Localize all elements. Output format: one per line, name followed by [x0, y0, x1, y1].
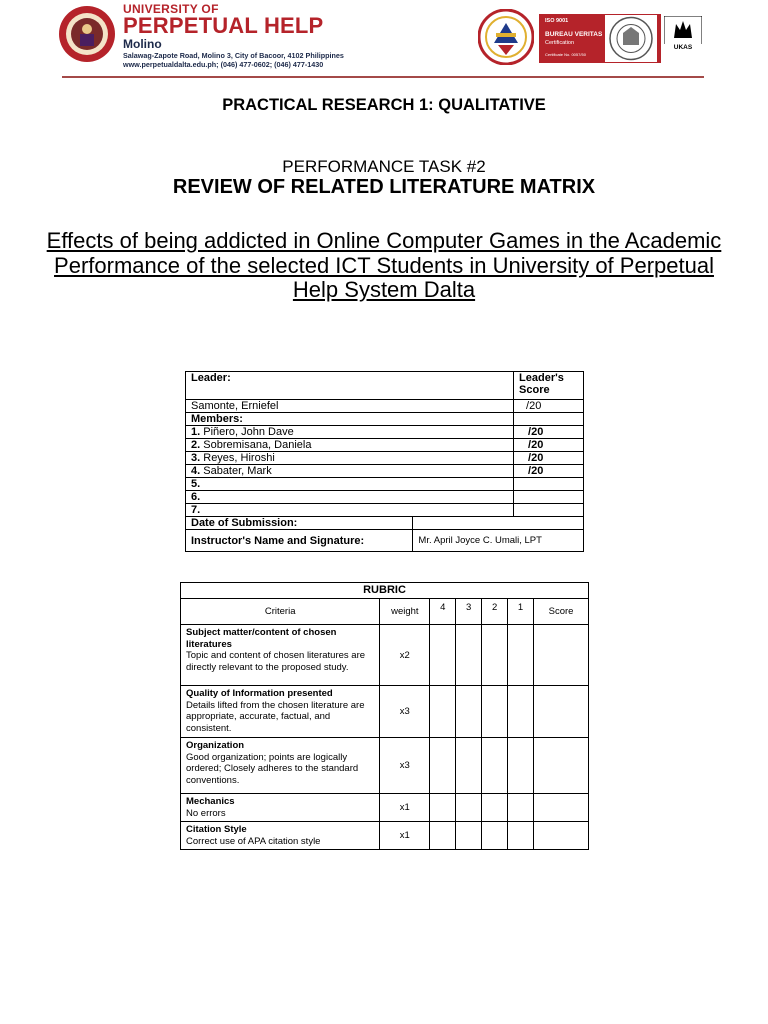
criteria-description: Correct use of APA citation style — [186, 835, 321, 847]
score-cell[interactable] — [456, 738, 482, 794]
member-name: Piñero, John Dave — [200, 426, 294, 438]
leader-score-label: Leader's Score — [519, 372, 564, 396]
university-seal-icon — [58, 5, 116, 63]
table-row — [186, 491, 584, 504]
criteria-title: Mechanics — [186, 796, 235, 808]
member-number: 5. — [191, 478, 201, 490]
member-number: 4. — [191, 465, 201, 477]
leader-score-label-cell — [514, 372, 584, 400]
member-cell — [186, 452, 514, 465]
score-cell[interactable] — [456, 686, 482, 738]
table-row — [186, 478, 584, 491]
group-members-table — [185, 371, 584, 552]
score-cell[interactable] — [508, 625, 534, 686]
table-row — [186, 452, 584, 465]
table-row — [186, 517, 584, 530]
member-score — [514, 478, 584, 491]
criteria-cell — [181, 625, 380, 686]
member-score — [514, 491, 584, 504]
score-cell[interactable] — [482, 822, 508, 850]
score-1-header: 1 — [508, 599, 534, 625]
university-of-text: UNIVERSITY OF — [123, 2, 219, 16]
table-row — [181, 822, 589, 850]
university-contact: www.perpetualdalta.edu.ph; (046) 477-0602; (046) 477-1430 — [123, 60, 324, 69]
criteria-weight: x1 — [380, 822, 430, 850]
criteria-title: Citation Style — [186, 824, 247, 836]
instructor-label-cell — [186, 530, 413, 552]
criteria-cell — [181, 794, 380, 822]
score-3-header: 3 — [456, 599, 482, 625]
criteria-cell — [181, 686, 380, 738]
campus-name: Molino — [123, 37, 162, 51]
member-score: /20 — [514, 439, 584, 452]
certificate-number: Certificate No. 0057/50 — [545, 52, 586, 57]
table-row — [186, 530, 584, 552]
university-address: Salawag-Zapote Road, Molino 3, City of Bacoor, 4102 Philippines — [123, 51, 344, 60]
score-cell[interactable] — [534, 822, 589, 850]
table-row — [186, 426, 584, 439]
score-cell[interactable] — [482, 686, 508, 738]
member-cell — [186, 478, 514, 491]
criteria-weight: x2 — [380, 625, 430, 686]
member-score: /20 — [514, 452, 584, 465]
date-label-cell — [186, 517, 413, 530]
university-name-block — [123, 3, 344, 69]
criteria-weight: x3 — [380, 686, 430, 738]
table-row — [186, 465, 584, 478]
table-row — [181, 794, 589, 822]
member-number: 2. — [191, 439, 201, 451]
leader-name: Samonte, Erniefel — [186, 400, 514, 413]
score-2-header: 2 — [482, 599, 508, 625]
table-row — [181, 599, 589, 625]
perpetual-help-badge-icon — [478, 9, 534, 65]
score-cell[interactable] — [534, 625, 589, 686]
criteria-header: Criteria — [181, 599, 380, 625]
ukas-badge — [664, 16, 702, 62]
score-cell[interactable] — [534, 794, 589, 822]
score-header: Score — [534, 599, 589, 625]
member-cell — [186, 504, 514, 517]
score-cell[interactable] — [482, 738, 508, 794]
criteria-description: Good organization; points are logically ordered; Closely adheres to the standard conventions. — [186, 751, 359, 786]
criteria-title: Quality of Information presented — [186, 688, 333, 700]
date-value — [413, 517, 584, 530]
score-cell[interactable] — [456, 794, 482, 822]
member-number: 7. — [191, 504, 201, 516]
rubric-title: RUBRIC — [181, 583, 589, 599]
score-cell[interactable] — [456, 822, 482, 850]
member-number: 3. — [191, 452, 201, 464]
criteria-description: No errors — [186, 807, 226, 819]
table-row — [181, 738, 589, 794]
score-cell[interactable] — [430, 794, 456, 822]
score-cell[interactable] — [508, 738, 534, 794]
table-row — [186, 504, 584, 517]
bureau-veritas-seal-icon — [605, 15, 657, 62]
score-cell[interactable] — [430, 822, 456, 850]
member-score: /20 — [514, 465, 584, 478]
leader-label: Leader: — [191, 372, 231, 384]
table-row — [181, 686, 589, 738]
score-cell[interactable] — [430, 738, 456, 794]
member-cell — [186, 426, 514, 439]
score-cell[interactable] — [482, 794, 508, 822]
ukas-label: UKAS — [673, 44, 693, 51]
criteria-cell — [181, 822, 380, 850]
criteria-title: Subject matter/content of chosen literatures — [186, 627, 337, 650]
member-cell — [186, 439, 514, 452]
instructor-label: Instructor's Name and Signature: — [191, 534, 365, 547]
score-cell[interactable] — [456, 625, 482, 686]
date-label: Date of Submission: — [191, 517, 298, 529]
member-cell — [186, 465, 514, 478]
member-number: 6. — [191, 491, 201, 503]
score-cell[interactable] — [508, 822, 534, 850]
member-score: /20 — [514, 426, 584, 439]
member-name: Sabater, Mark — [200, 465, 272, 477]
members-score-cell — [514, 413, 584, 426]
score-cell[interactable] — [534, 738, 589, 794]
header-divider — [62, 76, 704, 78]
member-name: Sobremisana, Daniela — [200, 439, 312, 451]
research-topic: Effects of being addicted in Online Computer Games in the Academic Performance of the selected ICT Students in University of Perpetual Help System Dalta — [46, 228, 722, 302]
table-row — [181, 625, 589, 686]
table-row — [186, 413, 584, 426]
matrix-title: REVIEW OF RELATED LITERATURE MATRIX — [172, 176, 596, 198]
criteria-description: Topic and content of chosen literatures are directly relevant to the proposed study. — [186, 650, 366, 673]
criteria-title: Organization — [186, 740, 245, 752]
table-row — [181, 583, 589, 599]
score-4-header: 4 — [430, 599, 456, 625]
score-cell[interactable] — [534, 686, 589, 738]
rubric-table — [180, 582, 589, 850]
leader-score: /20 — [514, 400, 584, 413]
members-label: Members: — [191, 413, 243, 425]
criteria-description: Details lifted from the chosen literature are appropriate, accurate, factual, and consistent. — [186, 699, 365, 734]
score-cell[interactable] — [508, 686, 534, 738]
member-number: 1. — [191, 426, 201, 438]
letterhead — [0, 0, 768, 82]
iso-label: ISO 9001 — [545, 18, 569, 24]
criteria-weight: x1 — [380, 794, 430, 822]
members-label-cell — [186, 413, 514, 426]
table-row — [186, 400, 584, 413]
table-row — [186, 372, 584, 400]
member-cell — [186, 491, 514, 504]
criteria-weight: x3 — [380, 738, 430, 794]
score-cell[interactable] — [508, 794, 534, 822]
member-name: Reyes, Hiroshi — [200, 452, 275, 464]
bureau-veritas-label: BUREAU VERITAS — [545, 31, 603, 38]
university-name: PERPETUAL HELP — [123, 13, 324, 38]
course-title: PRACTICAL RESEARCH 1: QUALITATIVE — [222, 96, 546, 114]
task-title: PERFORMANCE TASK #2 — [282, 157, 486, 176]
table-row — [186, 439, 584, 452]
criteria-cell — [181, 738, 380, 794]
weight-header: weight — [380, 599, 430, 625]
score-cell[interactable] — [430, 625, 456, 686]
leader-label-cell — [186, 372, 514, 400]
score-cell[interactable] — [482, 625, 508, 686]
member-score — [514, 504, 584, 517]
ukas-crown-icon — [664, 16, 702, 44]
instructor-value: Mr. April Joyce C. Umali, LPT — [413, 530, 584, 552]
certification-label: Certification — [545, 40, 575, 46]
score-cell[interactable] — [430, 686, 456, 738]
